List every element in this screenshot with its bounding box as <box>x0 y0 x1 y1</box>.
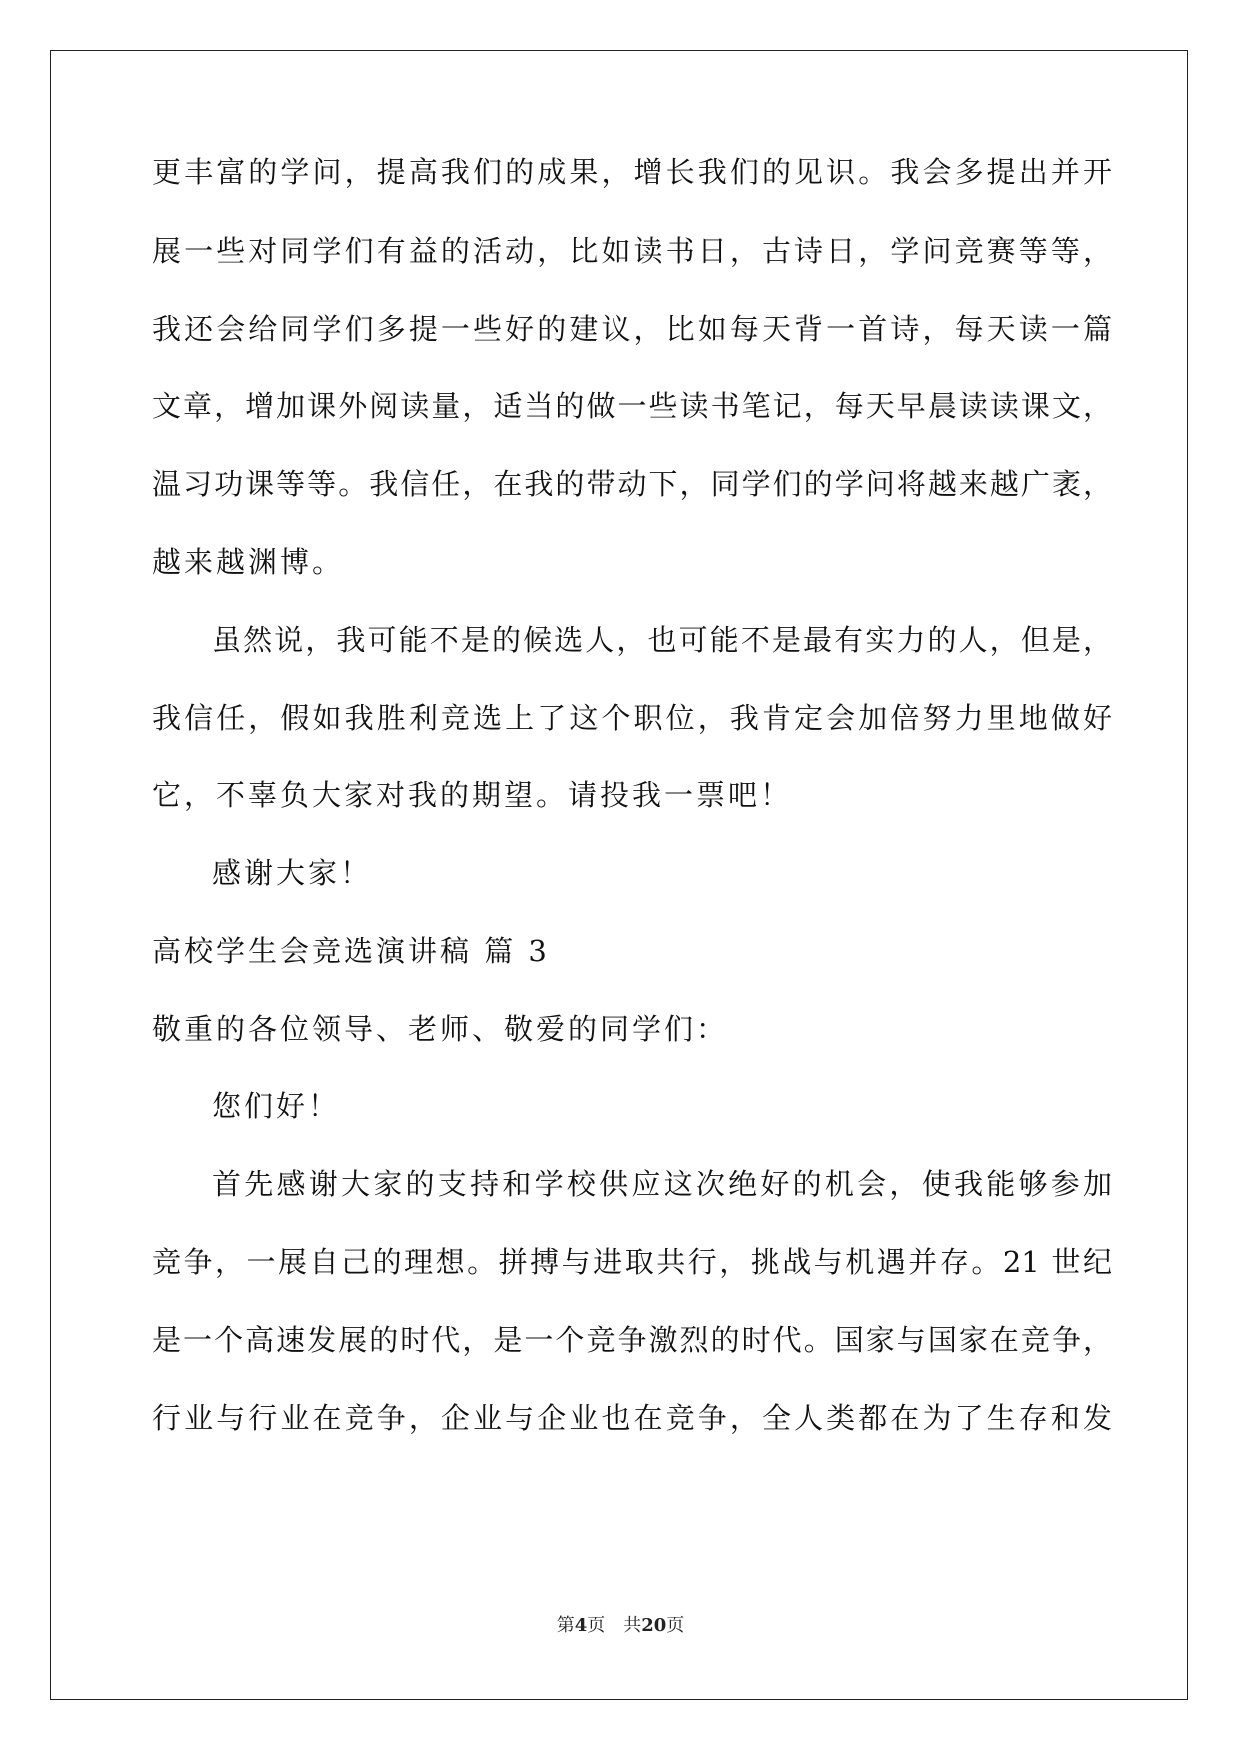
body-line: 我还会给同学们多提一些好的建议，比如每天背一首诗，每天读一篇 <box>152 312 1112 346</box>
closing-thanks: 感谢大家！ <box>212 856 373 890</box>
body-line: 它，不辜负大家对我的期望。请投我一票吧！ <box>152 778 793 812</box>
body-line: 文章，增加课外阅读量，适当的做一些读书笔记，每天早晨读读课文， <box>152 389 1112 423</box>
body-line: 展一些对同学们有益的活动，比如读书日，古诗日，学问竞赛等等， <box>152 234 1112 268</box>
page-prefix: 第 <box>556 1615 575 1636</box>
salutation: 敬重的各位领导、老师、敬爱的同学们： <box>152 1012 729 1046</box>
body-line: 行业与行业在竞争，企业与企业也在竞争，全人类都在为了生存和发 <box>152 1401 1112 1435</box>
page-suffix: 页 <box>587 1615 606 1636</box>
paragraph-first-line: 虽然说，我可能不是的候选人，也可能不是最有实力的人，但是， <box>212 623 1112 657</box>
total-suffix: 页 <box>666 1615 685 1636</box>
body-line: 我信任，假如我胜利竞选上了这个职位，我肯定会加倍努力里地做好 <box>152 701 1112 735</box>
body-line: 更丰富的学问，提高我们的成果，增长我们的见识。我会多提出并开 <box>152 155 1112 189</box>
body-line: 是一个高速发展的时代，是一个竞争激烈的时代。国家与国家在竞争， <box>152 1323 1112 1357</box>
total-prefix: 共 <box>623 1615 642 1636</box>
body-line: 温习功课等等。我信任，在我的带动下，同学们的学问将越来越广袤， <box>152 467 1112 501</box>
body-line: 竞争，一展自己的理想。拼搏与进取共行，挑战与机遇并存。21 世纪 <box>152 1245 1112 1279</box>
paragraph-first-line: 首先感谢大家的支持和学校供应这次绝好的机会，使我能够参加 <box>212 1167 1112 1201</box>
total-page-count: 20 <box>641 1615 667 1636</box>
current-page-number: 4 <box>574 1615 588 1636</box>
greeting: 您们好！ <box>212 1089 341 1123</box>
page-footer <box>0 1614 1241 1638</box>
section-heading: 高校学生会竞选演讲稿 篇 3 <box>152 934 550 968</box>
body-line: 越来越渊博。 <box>152 545 345 579</box>
